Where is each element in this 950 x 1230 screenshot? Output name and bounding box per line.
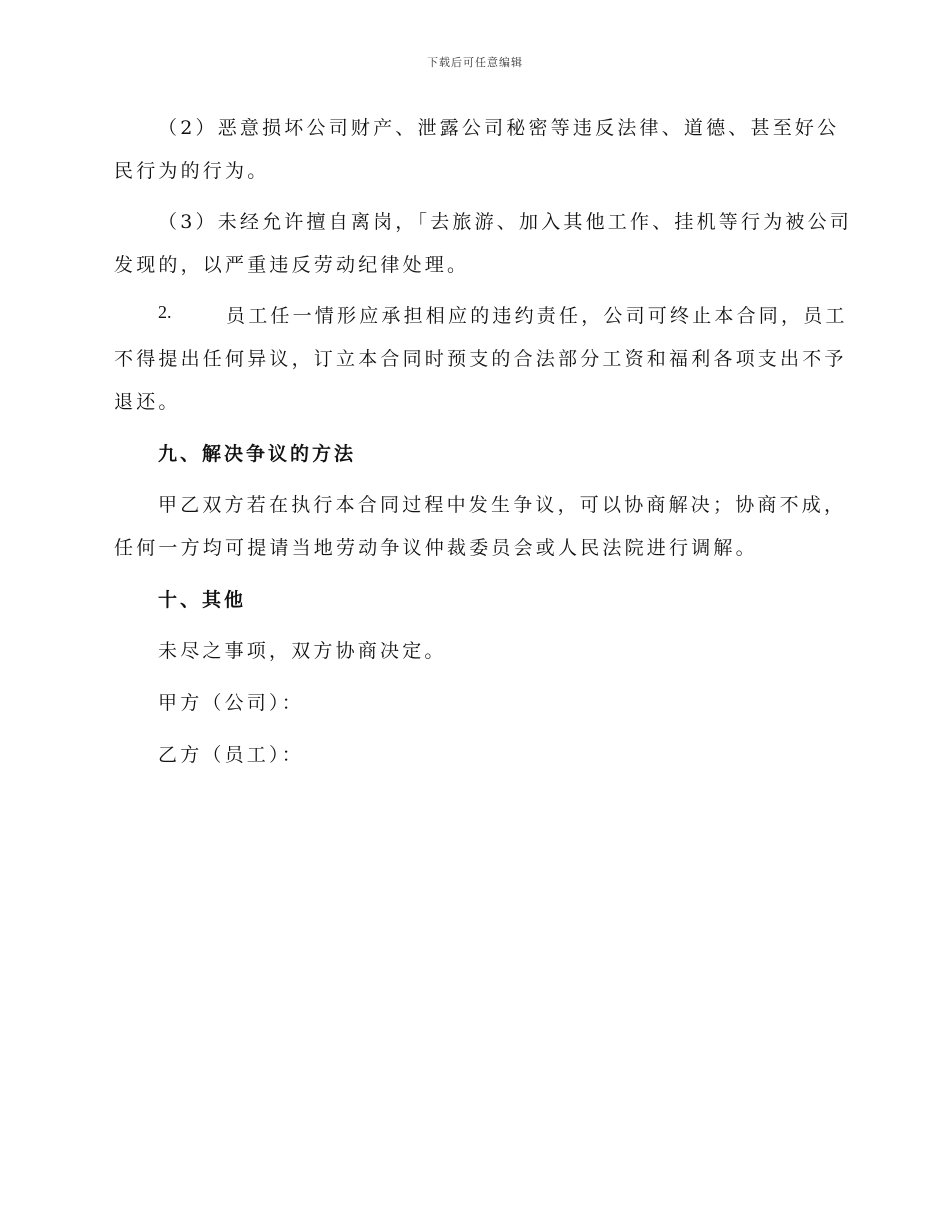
paragraph-2-number: 2. bbox=[158, 302, 172, 322]
section-9-heading: 九、解决争议的方法 bbox=[158, 443, 357, 465]
item-3-line-2: 发现的，以严重违反劳动纪律处理。 bbox=[114, 254, 470, 276]
item-2-line-2: 民行为的行为。 bbox=[114, 160, 270, 182]
section-10-heading: 十、其他 bbox=[158, 589, 247, 611]
party-b-label: 乙方（员工）： bbox=[158, 744, 304, 766]
section-9-line-2: 任何一方均可提请当地劳动争议仲裁委员会或人民法院进行调解。 bbox=[114, 537, 758, 559]
section-10-line-1: 未尽之事项，双方协商决定。 bbox=[158, 640, 447, 662]
section-9-line-1: 甲乙双方若在执行本合同过程中发生争议，可以协商解决；协商不成， bbox=[158, 494, 847, 516]
paragraph-2-line-1: 员工任一情形应承担相应的违约责任，公司可终止本合同，员工 bbox=[226, 305, 848, 327]
party-a-label: 甲方（公司）： bbox=[158, 692, 304, 714]
item-2-line-1: （2）恶意损坏公司财产、泄露公司秘密等违反法律、道德、甚至好公 bbox=[158, 117, 840, 139]
paragraph-2-line-2: 不得提出任何异议，订立本合同时预支的合法部分工资和福利各项支出不予 bbox=[114, 348, 847, 370]
item-3-line-1: （3）未经允许擅自离岗，「去旅游、加入其他工作、挂机等行为被公司 bbox=[158, 211, 852, 233]
paragraph-2-line-3: 退还。 bbox=[114, 391, 181, 413]
page-header: 下载后可任意编辑 bbox=[427, 56, 523, 69]
